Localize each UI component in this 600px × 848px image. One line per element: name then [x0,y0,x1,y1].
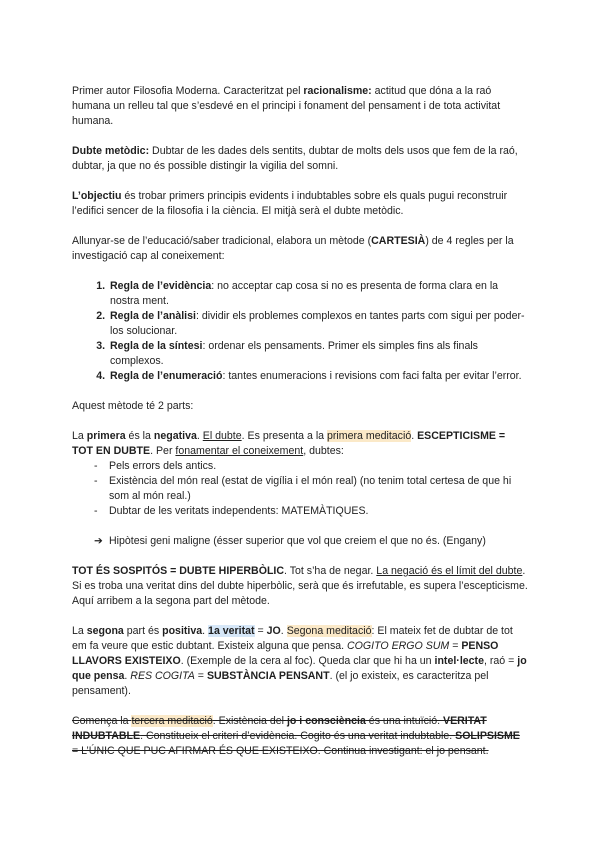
objectiu-label: L’objectiu [72,190,122,202]
objectiu-paragraph: L’objectiu és trobar primers principis evidents i indubtables sobre els quals pugui reconstruir l’edifici sencer de la filosofia i la ciència. El mitjà serà el dubte metòdic. [72,190,508,217]
rule-item: 2. Regla de l’anàlisi: dividir els problemes complexos en tantes parts com sigui per poder-los solucionar. [108,309,528,339]
parts-intro: Aquest mètode té 2 parts: [72,400,194,412]
negativa-paragraph: La primera és la negativa. El dubte. Es presenta a la primera meditació. ESCEPTICISME = TOT EN DUBTE. Per fonamentar el coneixement, dubtes: [72,430,506,457]
sospitos-paragraph: TOT ÉS SOSPITÓS = DUBTE HIPERBÒLIC. Tot s’ha de negar. La negació és el límit del dubte. Si es troba una veritat dins del dubte hiperbòlic, serà que és irrefutable, es supera l’escepticisme. Aquí arribem a la segona part del mètode. [72,565,528,607]
metode-paragraph: Allunyar-se de l’educació/saber tradicional, elabora un mètode (CARTESIÀ) de 4 regles per la investigació cap al coneixement: [72,235,514,262]
highlight-tercera-meditacio: tercera meditació [131,715,213,727]
rule-item: 4. Regla de l’enumeració: tantes enumeracions i revisions com faci falta per evitar l’error. [108,369,528,384]
rule-item: 3. Regla de la síntesi: ordenar els pensaments. Primer els simples fins als finals complexos. [108,339,528,369]
racionalisme-term: racionalisme: [303,85,372,97]
highlight-primera-meditacio: primera meditació [327,430,412,442]
cartesia-term: CARTESIÀ [371,235,426,247]
positiva-paragraph: La segona part és positiva. 1a veritat = JO. Segona meditació: El mateix fet de dubtar de tot em fa veure que estic dubtant. Existeix alguna que pensa. COGITO ERGO SUM = PENSO LLAVORS EXISTEIXO. (Exemple de la cera al foc). Queda clar que hi ha un intel·lecte, raó = jo que pensa. RES COGITA = SUBSTÀNCIA PENSANT. (el jo existeix, es caracteritza pel pensament). [72,625,527,697]
document-page [72,84,528,759]
list-item: - Existència del món real (estat de vigília i el món real) (no tenim total certesa de que hi som al món real.) [94,474,528,504]
highlight-segona-meditacio: Segona meditació [286,625,372,637]
list-item: - Pels errors dels antics. [94,459,528,474]
list-item: - Dubtar de les veritats independents: MATEMÀTIQUES. [94,504,528,519]
intro-paragraph: Primer autor Filosofia Moderna. Caracteritzat pel racionalisme: actitud que dóna a la raó humana un relleu tal que s’esdevé en el principi i fonament del pensament i de tota activitat humana. [72,85,501,127]
rules-list [72,279,528,384]
highlight-1a-veritat: 1a veritat [208,625,255,637]
dubte-metodic-paragraph: Dubte metòdic: Dubtar de les dades dels sentits, dubtar de molts dels usos que fem de la raó, dubtar, ja que no és possible distingir la vigilia del somni. [72,145,518,172]
dubte-metodic-label: Dubte metòdic: [72,145,150,157]
rule-item: 1. Regla de l’evidència: no acceptar cap cosa si no es presenta de forma clara en la nostra ment. [108,279,528,309]
tercera-paragraph: Comença la tercera meditació. Existència del jo i consciència és una intuïció. VERITAT INDUBTABLE. Constitueix el criteri d’evidència. Cogito és una veritat indubtable. SOLIPSISME = L’ÚNIC QUE PUC AFIRMAR ÉS QUE EXISTEIXO. Continua investigant: el jo pensant. [72,715,520,757]
arrow-icon: ➔ [94,535,103,547]
geni-maligne-item: ➔ Hipòtesi geni maligne (ésser superior que vol que creiem el que no és. (Engany) [94,535,486,547]
dubtes-list [72,459,528,519]
